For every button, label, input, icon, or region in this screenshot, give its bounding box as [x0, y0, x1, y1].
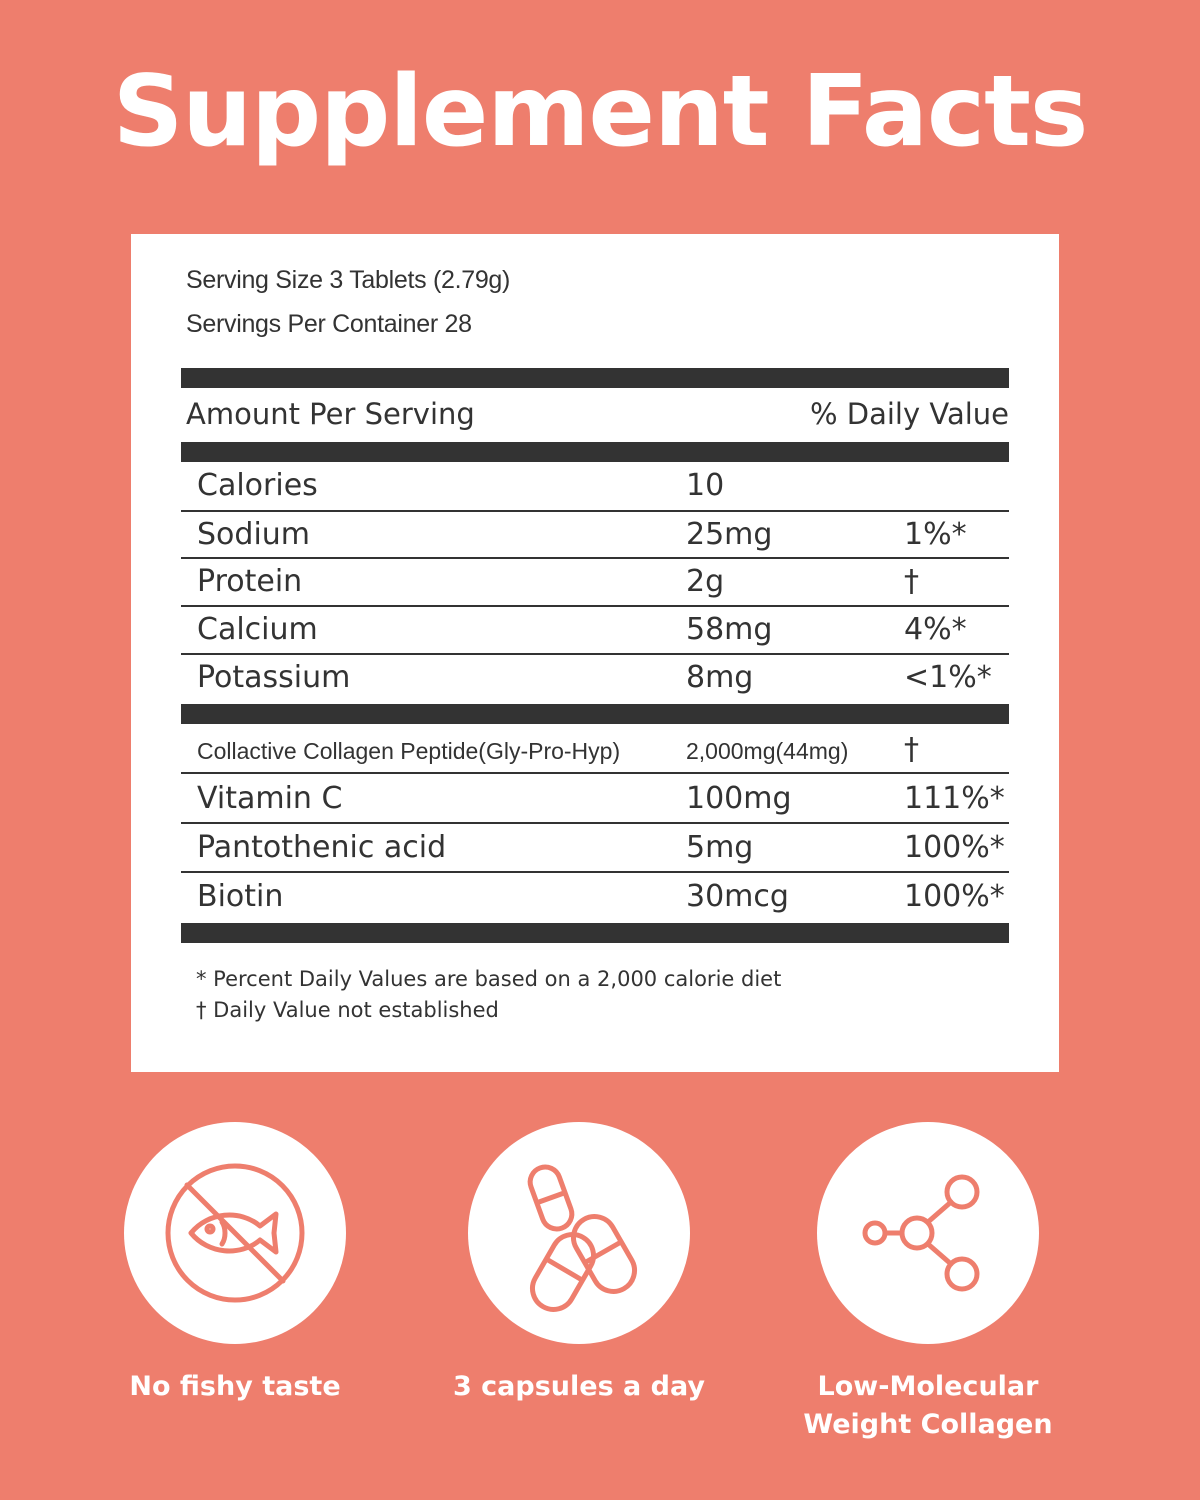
table-row: [181, 462, 1009, 510]
molecule-caption-line2: Weight Collagen: [803, 1409, 1053, 1440]
thick-divider: [181, 923, 1009, 943]
capsules-icon: [468, 1122, 690, 1344]
ingredient-name: Biotin: [197, 879, 284, 914]
table-row: [181, 775, 1009, 823]
ingredient-dv: 100%*: [904, 830, 1005, 865]
no-fish-icon: [124, 1122, 346, 1344]
table-row: [181, 726, 1009, 774]
table-row: [181, 511, 1009, 559]
ingredient-name: Vitamin C: [197, 781, 343, 816]
table-row: [181, 558, 1009, 606]
row-divider: [181, 772, 1009, 774]
thick-divider: [181, 442, 1009, 462]
ingredient-amount: 30mcg: [686, 879, 789, 914]
nutrient-name: Protein: [197, 564, 303, 599]
nutrient-amount: 2g: [686, 564, 725, 599]
molecule-icon: [817, 1122, 1039, 1344]
table-row: [181, 654, 1009, 702]
ingredient-dv: 111%*: [904, 781, 1005, 816]
no-fish-badge: [124, 1122, 346, 1344]
nutrient-amount: 58mg: [686, 612, 773, 647]
ingredient-amount: 100mg: [686, 781, 792, 816]
thick-divider: [181, 704, 1009, 724]
ingredient-name: Collactive Collagen Peptide(Gly-Pro-Hyp): [197, 738, 621, 764]
nutrient-name: Potassium: [197, 660, 351, 695]
ingredient-dv: †: [904, 732, 919, 767]
supplement-facts-panel: [131, 234, 1059, 1072]
molecule-caption: [758, 1368, 1098, 1444]
molecule-badge: [817, 1122, 1039, 1344]
table-row: [181, 606, 1009, 654]
ingredient-amount: 2,000mg(44mg): [686, 738, 849, 764]
table-row: [181, 873, 1009, 921]
nutrient-name: Calcium: [197, 612, 318, 647]
nutrient-name: Sodium: [197, 517, 311, 552]
ingredient-dv: 100%*: [904, 879, 1005, 914]
table-row: [181, 824, 1009, 872]
footnote-percent: * Percent Daily Values are based on a 2,000 calorie diet: [196, 967, 782, 991]
nutrient-amount: 8mg: [686, 660, 754, 695]
serving-size: Serving Size 3 Tablets (2.79g): [186, 266, 511, 294]
daily-value-header: % Daily Value: [809, 397, 1009, 431]
ingredient-amount: 5mg: [686, 830, 754, 865]
nutrient-dv: 4%*: [904, 612, 967, 647]
capsules-caption: 3 capsules a day: [452, 1371, 705, 1402]
no-fish-caption: No fishy taste: [129, 1371, 341, 1402]
nutrient-name: Calories: [197, 468, 318, 503]
nutrient-dv: 1%*: [904, 517, 967, 552]
thick-divider: [181, 368, 1009, 388]
nutrient-dv: <1%*: [904, 660, 992, 695]
nutrient-amount: 25mg: [686, 517, 773, 552]
capsules-badge: [468, 1122, 690, 1344]
molecule-caption-line1: Low-Molecular: [817, 1371, 1039, 1402]
nutrient-dv: †: [904, 564, 919, 599]
page-title: Supplement Facts: [112, 55, 1088, 169]
servings-per-container: Servings Per Container 28: [186, 310, 472, 338]
nutrient-amount: 10: [686, 468, 725, 503]
footnote-dagger: † Daily Value not established: [196, 998, 499, 1022]
ingredient-name: Pantothenic acid: [197, 830, 447, 865]
amount-per-serving-header: Amount Per Serving: [186, 397, 475, 431]
